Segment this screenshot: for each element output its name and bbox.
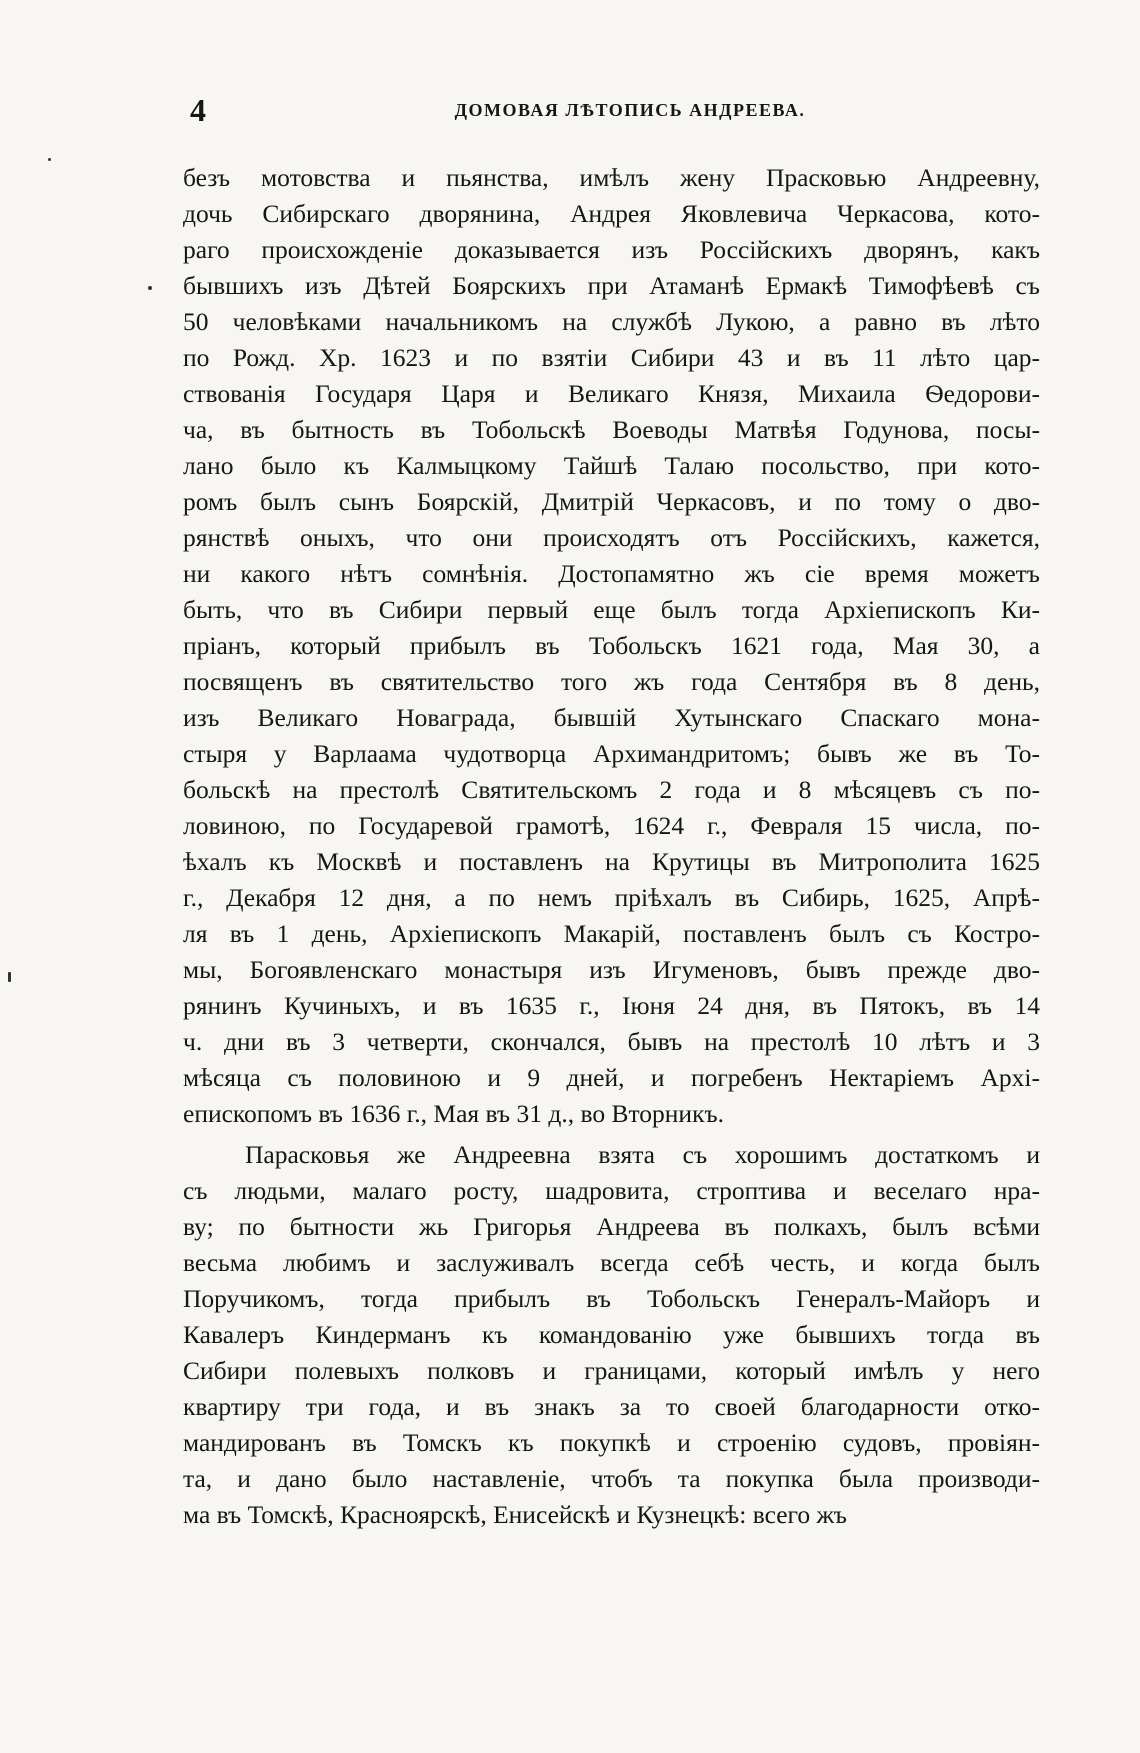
running-title: ДОМОВАЯ ЛѢТОПИСЬ АНДРЕЕВА. — [454, 100, 806, 120]
scan-speck — [48, 158, 51, 161]
text-line: г., Декабря 12 дня, а по немъ пріѣхалъ въ Сибирь, 1625, Апрѣ- — [183, 883, 1040, 912]
text-line: ля въ 1 день, Архіепископъ Макарій, поставленъ былъ съ Костро- — [183, 919, 1040, 948]
text-line: мы, Богоявленскаго монастыря изъ Игуменовъ, бывъ прежде дво- — [183, 955, 1040, 984]
text-line: по Рожд. Хр. 1623 и по взятіи Сибири 43 и въ 11 лѣто цар- — [183, 343, 1040, 372]
text-line: епископомъ въ 1636 г., Мая въ 31 д., во Вторникъ. — [183, 1099, 725, 1128]
text-line: ромъ былъ сынъ Боярскій, Дмитрій Черкасовъ, и по тому о дво- — [183, 487, 1040, 516]
text-line: дочь Сибирскаго дворянина, Андрея Яковлевича Черкасова, кото- — [183, 199, 1040, 228]
text-line: изъ Великаго Новаграда, бывшій Хутынскаго Спаскаго мона- — [183, 703, 1040, 732]
text-line: съ людьми, малаго росту, шадровита, строптива и веселаго нра- — [183, 1176, 1040, 1205]
text-line: Кавалеръ Киндерманъ къ командованію уже бывшихъ тогда въ — [183, 1320, 1040, 1349]
page-body — [183, 160, 1040, 1533]
paragraph — [183, 160, 1040, 1132]
text-line: ч. дни въ 3 четверти, скончался, бывъ на престолѣ 10 лѣтъ и 3 — [183, 1027, 1040, 1056]
text-line: пріанъ, который прибылъ въ Тобольскъ 1621 года, Мая 30, а — [183, 631, 1040, 660]
text-line: рянствѣ оныхъ, что они происходятъ отъ Россійскихъ, кажется, — [183, 523, 1040, 552]
text-line: Поручикомъ, тогда прибылъ въ Тобольскъ Генералъ-Майоръ и — [183, 1284, 1040, 1313]
text-line: ѣхалъ къ Москвѣ и поставленъ на Крутицы въ Митрополита 1625 — [183, 847, 1040, 876]
text-line: безъ мотовства и пьянства, имѣлъ жену Прасковью Андреевну, — [183, 163, 1040, 192]
text-line: ма въ Томскѣ, Красноярскѣ, Енисейскѣ и Кузнецкѣ: всего жъ — [183, 1500, 847, 1529]
scan-speck — [8, 972, 11, 982]
text-line: ствованія Государя Царя и Великаго Князя, Михаила Ѳедорови- — [183, 379, 1040, 408]
text-line: ча, въ бытность въ Тобольскѣ Воеводы Матвѣя Годунова, посы- — [183, 415, 1040, 444]
text-line: 50 человѣками начальникомъ на службѣ Лукою, а равно въ лѣто — [183, 307, 1040, 336]
text-line: лано было къ Калмыцкому Тайшѣ Талаю посольство, при кото- — [183, 451, 1040, 480]
paragraph — [183, 1137, 1040, 1533]
page-number: 4 — [190, 92, 206, 128]
text-line: ловиною, по Государевой грамотѣ, 1624 г., Февраля 15 числа, по- — [183, 811, 1040, 840]
text-line: мѣсяца съ половиною и 9 дней, и погребенъ Нектаріемъ Архі- — [183, 1063, 1040, 1092]
text-line: бывшихъ изъ Дѣтей Боярскихъ при Атаманѣ Ермакѣ Тимофѣевѣ съ — [183, 271, 1040, 300]
text-line: мандированъ въ Томскъ къ покупкѣ и строенію судовъ, провіян- — [183, 1428, 1040, 1457]
text-line: Сибири полевыхъ полковъ и границами, который имѣлъ у него — [183, 1356, 1040, 1385]
text-line: посвященъ въ святительство того жъ года Сентября въ 8 день, — [183, 667, 1040, 696]
text-line: Парасковья же Андреевна взята съ хорошимъ достаткомъ и — [245, 1140, 1040, 1169]
page-header — [190, 92, 1070, 132]
text-line: та, и дано было наставленіе, чтобъ та покупка была производи- — [183, 1464, 1040, 1493]
scan-speck — [148, 286, 152, 290]
text-line: раго происхожденіе доказывается изъ Россійскихъ дворянъ, какъ — [183, 235, 1040, 264]
text-line: ву; по бытности жь Григорья Андреева въ полкахъ, былъ всѣми — [183, 1212, 1040, 1241]
text-line: стыря у Варлаама чудотворца Архимандритомъ; бывъ же въ То- — [183, 739, 1040, 768]
text-line: весьма любимъ и заслуживалъ всегда себѣ честь, и когда былъ — [183, 1248, 1040, 1277]
text-line: квартиру три года, и въ знакъ за то своей благодарности отко- — [183, 1392, 1040, 1421]
text-line: быть, что въ Сибири первый еще былъ тогда Архіепископъ Ки- — [183, 595, 1040, 624]
text-line: ни какого нѣтъ сомнѣнія. Достопамятно жъ сіе время можетъ — [183, 559, 1040, 588]
text-line: рянинъ Кучиныхъ, и въ 1635 г., Іюня 24 дня, въ Пятокъ, въ 14 — [183, 991, 1040, 1020]
text-line: больскѣ на престолѣ Святительскомъ 2 года и 8 мѣсяцевъ съ по- — [183, 775, 1040, 804]
